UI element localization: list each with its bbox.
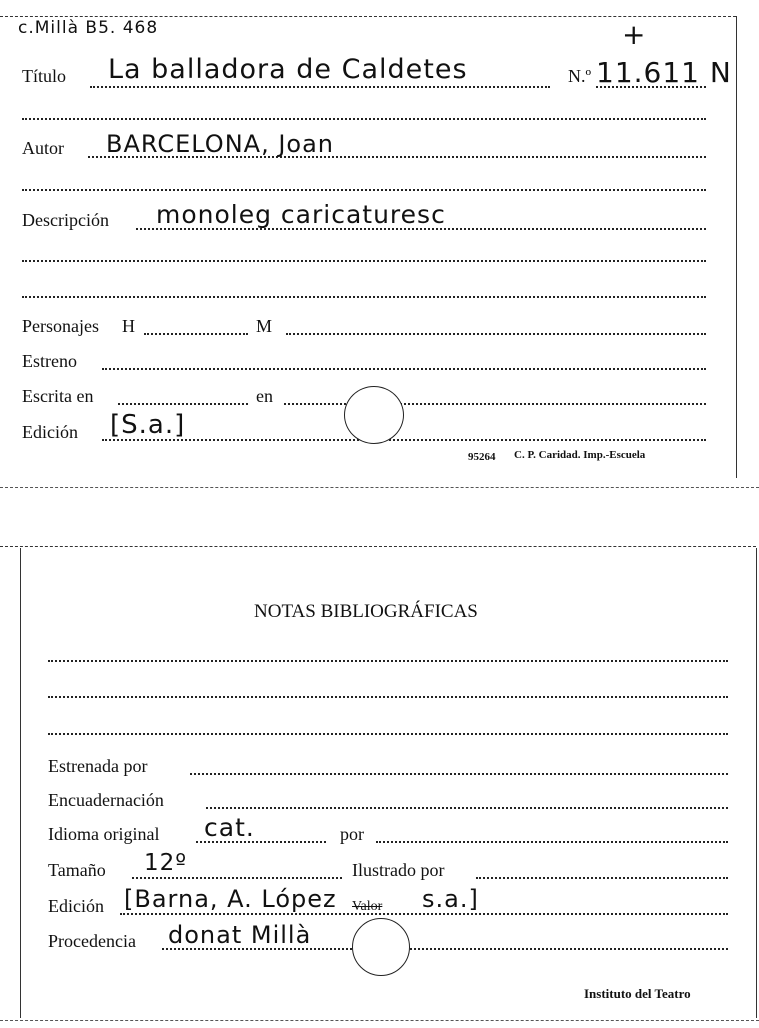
numero-value: 11.611 N: [596, 56, 732, 89]
procedencia-value: donat Millà: [168, 921, 312, 949]
catalog-card-front: [0, 0, 759, 490]
punch-hole: [352, 918, 410, 976]
descripcion-label: Descripción: [22, 210, 109, 230]
valor-value: s.a.]: [422, 885, 479, 913]
ilustrado-label: Ilustrado por: [352, 860, 445, 880]
notas-line-2: [48, 696, 728, 698]
idioma-label: Idioma original: [48, 824, 160, 844]
titulo-label: Título: [22, 66, 66, 86]
m-line: [286, 333, 706, 335]
edicion-line: [120, 913, 728, 915]
escrita-label: Escrita en: [22, 386, 94, 406]
printer-text: C. P. Caridad. Imp.-Escuela: [514, 449, 646, 461]
por-line: [376, 841, 728, 843]
card-bottom-edge: [0, 487, 759, 488]
ilustrado-line: [476, 877, 728, 879]
titulo-value: La balladora de Caldetes: [108, 54, 468, 85]
edicion-value: [S.a.]: [110, 410, 186, 440]
tamano-label: Tamaño: [48, 860, 106, 880]
en-label: en: [256, 386, 273, 406]
escrita-line: [118, 403, 248, 405]
valor-label: Valor: [352, 899, 383, 914]
titulo-extra-line: [22, 118, 706, 120]
notas-line-1: [48, 660, 728, 662]
autor-value: BARCELONA, Joan: [106, 130, 334, 158]
encuadernacion-label: Encuadernación: [48, 790, 164, 810]
card-top-edge: [0, 16, 736, 17]
card-left-edge: [20, 548, 21, 1018]
catalog-card-back: [0, 540, 759, 1028]
punch-hole: [344, 386, 404, 444]
notas-line-3: [48, 733, 728, 735]
estreno-label: Estreno: [22, 351, 77, 371]
titulo-line: [90, 86, 550, 88]
h-line: [144, 333, 248, 335]
notas-heading: NOTAS BIBLIOGRÁFICAS: [254, 601, 478, 622]
cross-mark: +: [622, 18, 647, 51]
autor-extra-line: [22, 189, 706, 191]
tamano-value: 12º: [144, 850, 188, 876]
personajes-label: Personajes: [22, 316, 99, 336]
estrenada-line: [190, 773, 728, 775]
por-label: por: [340, 824, 364, 844]
idioma-value: cat.: [204, 813, 255, 842]
edicion-line: [102, 439, 706, 441]
card-right-edge: [756, 548, 757, 1018]
descripcion-extra-line-1: [22, 260, 706, 262]
edicion-value: [Barna, A. López: [124, 885, 337, 913]
footer-institution: Instituto del Teatro: [584, 986, 691, 1001]
autor-label: Autor: [22, 138, 64, 158]
procedencia-label: Procedencia: [48, 931, 136, 951]
call-number-note: c.Millà B5. 468: [18, 18, 159, 38]
tamano-line: [132, 877, 342, 879]
card-bottom-edge: [0, 1020, 759, 1021]
descripcion-value: monoleg caricaturesc: [156, 200, 446, 229]
estrenada-label: Estrenada por: [48, 756, 148, 776]
descripcion-extra-line-2: [22, 296, 706, 298]
edicion-label: Edición: [22, 422, 78, 442]
numero-label: N.º: [568, 66, 592, 86]
h-label: H: [122, 316, 135, 336]
m-label: M: [256, 316, 273, 336]
card-top-edge: [0, 546, 756, 547]
edicion-label: Edición: [48, 896, 104, 916]
estreno-line: [102, 368, 706, 370]
card-right-edge: [736, 16, 737, 478]
printer-number: 95264: [468, 451, 496, 463]
encuadernacion-line: [206, 807, 728, 809]
